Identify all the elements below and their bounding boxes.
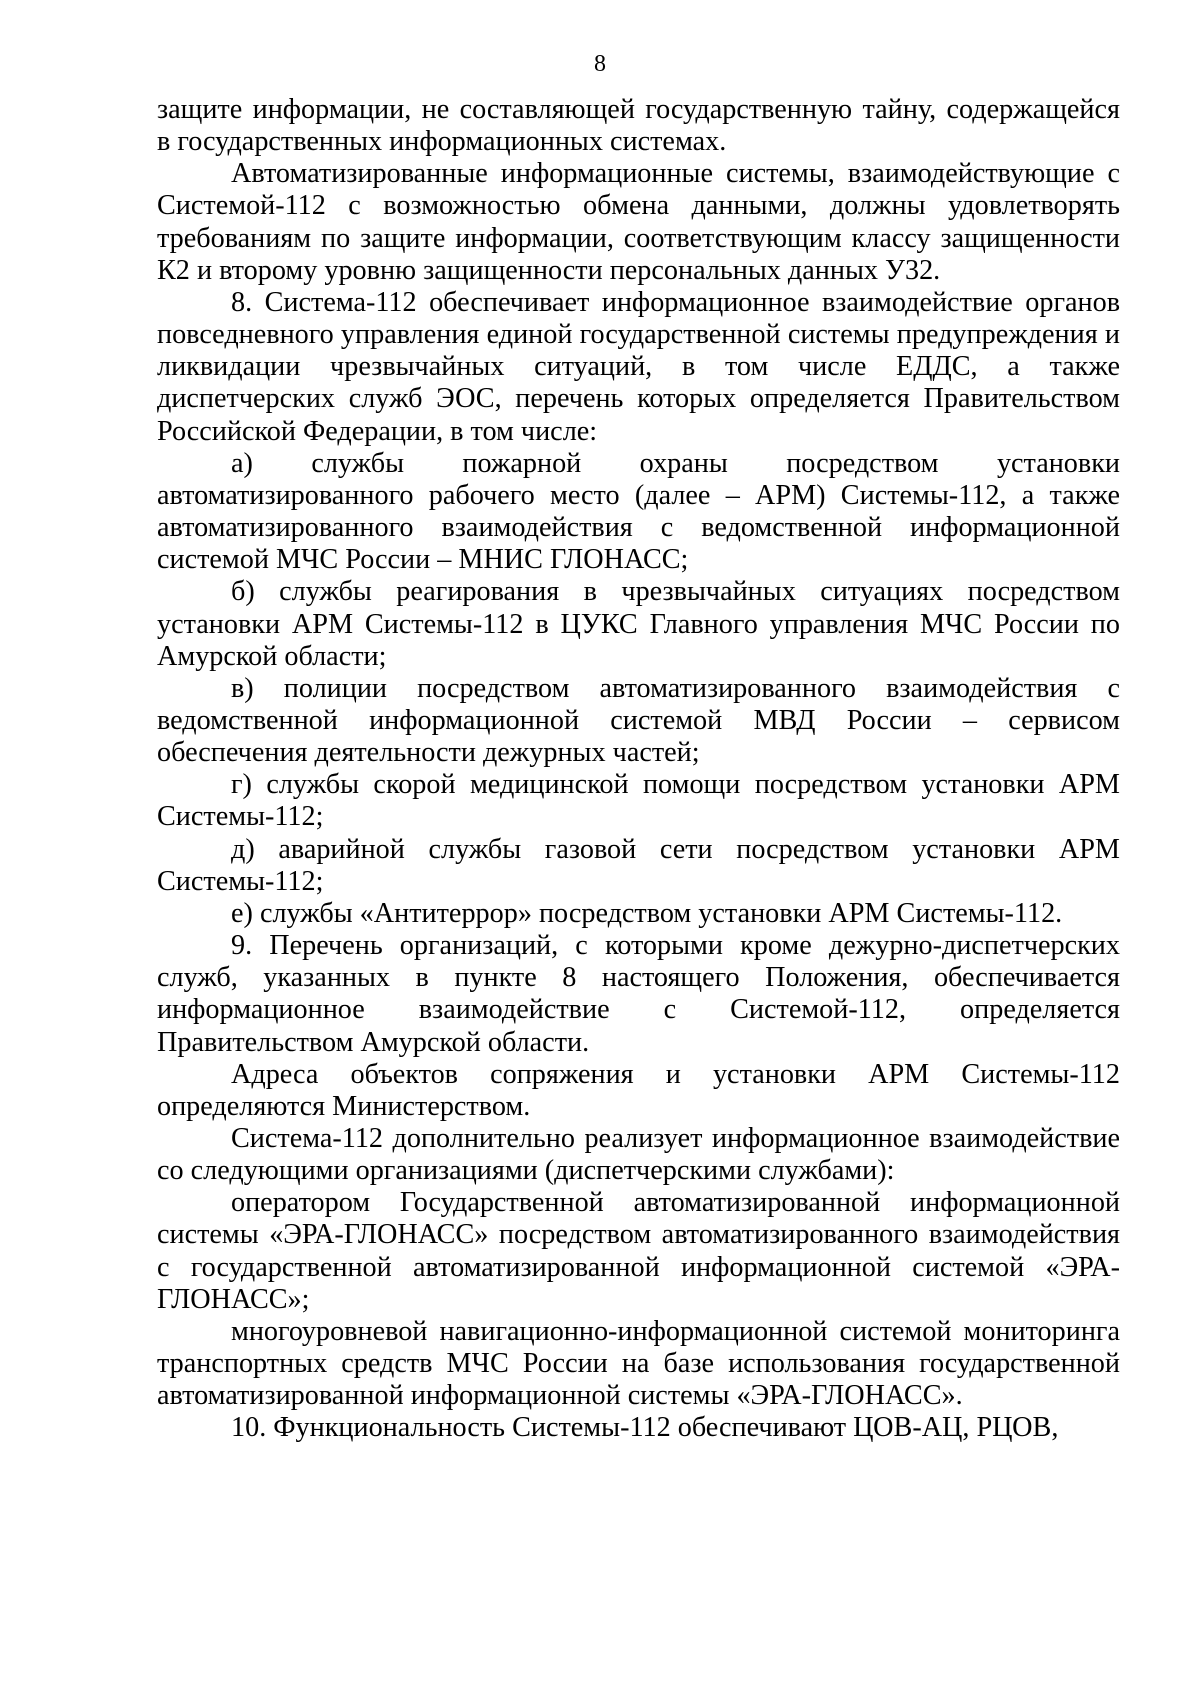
paragraph-era-glonass-operator: оператором Государственной автоматизированной информационной системы «ЭРА-ГЛОНАСС» посредством автоматизированного взаимодействия с государственной автоматизированной информационной системой «ЭРА-ГЛОНАСС»;	[157, 1187, 1120, 1315]
list-item-a: а) службы пожарной охраны посредством установки автоматизированного рабочего место (далее – АРМ) Системы-112, а также автоматизированного взаимодействия с ведомственной информационной системой МЧС России – МНИС ГЛОНАСС;	[157, 447, 1120, 576]
page-number: 8	[594, 51, 606, 77]
list-item-d: д) аварийной службы газовой сети посредством установки АРМ Системы-112;	[157, 833, 1120, 897]
paragraph-continuation: защите информации, не составляющей государственную тайну, содержащейся в государственных информационных системах.	[157, 94, 1120, 158]
list-item-b: б) службы реагирования в чрезвычайных ситуациях посредством установки АРМ Системы-112 в ЦУКС Главного управления МЧС России по Амурской области;	[157, 576, 1120, 672]
paragraph-navigation-system: многоуровневой навигационно-информационной системой мониторинга транспортных средств МЧС России на базе использования государственной автоматизированной информационной системы «ЭРА-ГЛОНАСС».	[157, 1315, 1120, 1412]
paragraph-addresses: Адреса объектов сопряжения и установки АРМ Системы-112 определяются Министерством.	[157, 1058, 1120, 1122]
paragraph-item-9: 9. Перечень организаций, с которыми кроме дежурно-диспетчерских служб, указанных в пункте 8 настоящего Положения, обеспечивается информационное взаимодействие с Системой-112, определяется Правительством Амурской области.	[157, 930, 1120, 1058]
paragraph-automated-systems: Автоматизированные информационные системы, взаимодействующие с Системой-112 с возможностью обмена данными, должны удовлетворять требованиям по защите информации, соответствующим классу защищенности К2 и второму уровню защищенности персональных данных У32.	[157, 158, 1120, 286]
list-item-e: е) службы «Антитеррор» посредством установки АРМ Системы-112.	[231, 897, 1063, 929]
list-item-g: г) службы скорой медицинской помощи посредством установки АРМ Системы-112;	[157, 769, 1120, 833]
paragraph-item-8: 8. Система-112 обеспечивает информационное взаимодействие органов повседневного управления единой государственной системы предупреждения и ликвидации чрезвычайных ситуаций, в том числе ЕДДС, а также диспетчерских служб ЭОС, перечень которых определяется Правительством Российской Федерации, в том числе:	[157, 286, 1120, 447]
paragraph-additional-interaction: Система-112 дополнительно реализует информационное взаимодействие со следующими организациями (диспетчерскими службами):	[157, 1123, 1120, 1187]
list-item-v: в) полиции посредством автоматизированного взаимодействия с ведомственной информационной системой МВД России – сервисом обеспечения деятельности дежурных частей;	[157, 672, 1120, 769]
paragraph-item-10: 10. Функциональность Системы-112 обеспечивают ЦОВ-АЦ, РЦОВ,	[231, 1412, 1059, 1444]
document-body	[157, 94, 1120, 1445]
